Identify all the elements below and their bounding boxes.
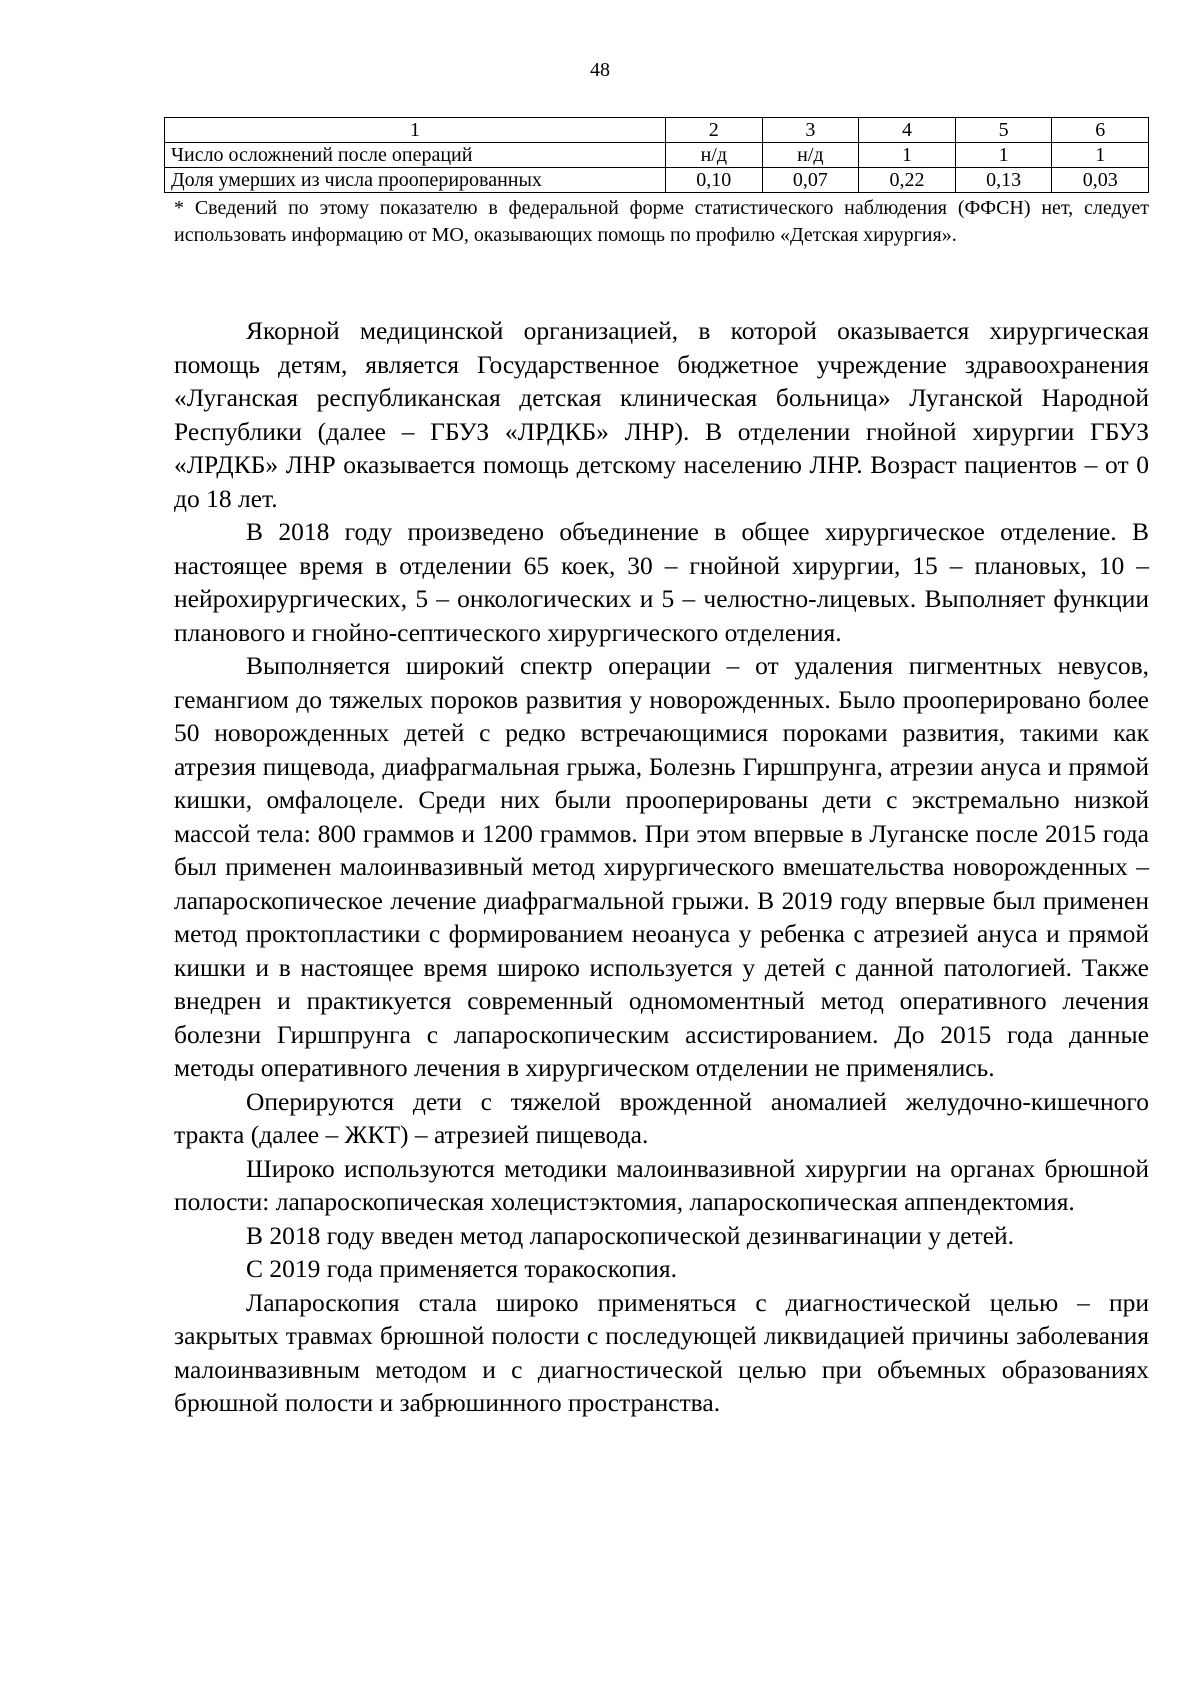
paragraph: В 2018 году введен метод лапароскопической дезинвагинации у детей. (246, 1220, 1015, 1250)
table-header-cell: 3 (762, 118, 859, 143)
table-cell: н/д (666, 143, 763, 168)
table-header-cell: 6 (1052, 118, 1149, 143)
table-header-cell: 4 (859, 118, 956, 143)
table-cell: 0,22 (859, 168, 956, 193)
paragraph: С 2019 года применяется торакоскопия. (246, 1254, 677, 1283)
table-row (165, 168, 1149, 193)
paragraph: Лапароскопия стала широко применяться с диагностической целью – при закрытых травмах брюшной полости с последующей ликвидацией причины заболевания малоинвазивным методом и с диагностической целью при объемных образованиях брюшной полости и забрюшинного пространства. (174, 1287, 1149, 1417)
table-footnote: * Сведений по этому показателю в федеральной форме статистического наблюдения (ФФСН) нет, следует использовать информацию от МО, оказывающих помощь по профилю «Детская хирургия». (174, 197, 1149, 246)
table-header-row (165, 118, 1149, 143)
paragraph: В 2018 году произведено объединение в общее хирургическое отделение. В настоящее время в отделении 65 коек, 30 – гнойной хирургии, 15 – плановых, 10 – нейрохирургических, 5 – онкологических и 5 – челюстно-лицевых. Выполняет функции планового и гнойно-септического хирургического отделения. (174, 517, 1149, 647)
paragraph: Широко используются методики малоинвазивной хирургии на органах брюшной полости: лапароскопическая холецистэктомия, лапароскопическая аппендектомия. (174, 1153, 1149, 1216)
table-cell: 1 (955, 143, 1052, 168)
paragraph: Оперируются дети с тяжелой врожденной аномалией желудочно-кишечного тракта (далее – ЖКТ) – атрезией пищевода. (174, 1086, 1149, 1149)
body-text (174, 314, 1149, 1420)
table-row (165, 143, 1149, 168)
table-header-cell: 2 (666, 118, 763, 143)
table-cell: 1 (1052, 143, 1149, 168)
table-row-label: Число осложнений после операций (165, 143, 666, 168)
statistics-table (164, 117, 1149, 193)
page-number: 48 (590, 59, 610, 81)
table-cell: н/д (762, 143, 859, 168)
table-row-label: Доля умерших из числа прооперированных (165, 168, 666, 193)
table-cell: 0,03 (1052, 168, 1149, 193)
table-cell: 0,13 (955, 168, 1052, 193)
table-cell: 0,07 (762, 168, 859, 193)
paragraph: Якорной медицинской организацией, в которой оказывается хирургическая помощь детям, является Государственное бюджетное учреждение здравоохранения «Луганская республиканская детская клиническая больница» Луганской Народной Республики (далее – ГБУЗ «ЛРДКБ» ЛНР). В отделении гнойной хирургии ГБУЗ «ЛРДКБ» ЛНР оказывается помощь детскому населению ЛНР. Возраст пациентов – от 0 до 18 лет. (174, 316, 1149, 513)
table-cell: 1 (859, 143, 956, 168)
paragraph: Выполняется широкий спектр операции – от удаления пигментных невусов, гемангиом до тяжелых пороков развития у новорожденных. Было прооперировано более 50 новорожденных детей с редко встречающимися пороками развития, такими как атрезия пищевода, диафрагмальная грыжа, Болезнь Гиршпрунга, атрезии ануса и прямой кишки, омфалоцеле. Среди них были прооперированы дети с экстремально низкой массой тела: 800 граммов и 1200 граммов. При этом впервые в Луганске после 2015 года был применен малоинвазивный метод хирургического вмешательства новорожденных – лапароскопическое лечение диафрагмальной грыжи. В 2019 году впервые был применен метод проктопластики с формированием неоануса у ребенка с атрезией ануса и прямой кишки и в настоящее время широко используется у детей с данной патологией. Также внедрен и практикуется современный одномоментный метод оперативного лечения болезни Гиршпрунга с лапароскопическим ассистированием. До 2015 года данные методы оперативного лечения в хирургическом отделении не применялись. (174, 651, 1149, 1082)
table-header-cell: 5 (955, 118, 1052, 143)
table-header-cell: 1 (165, 118, 666, 143)
table-cell: 0,10 (666, 168, 763, 193)
